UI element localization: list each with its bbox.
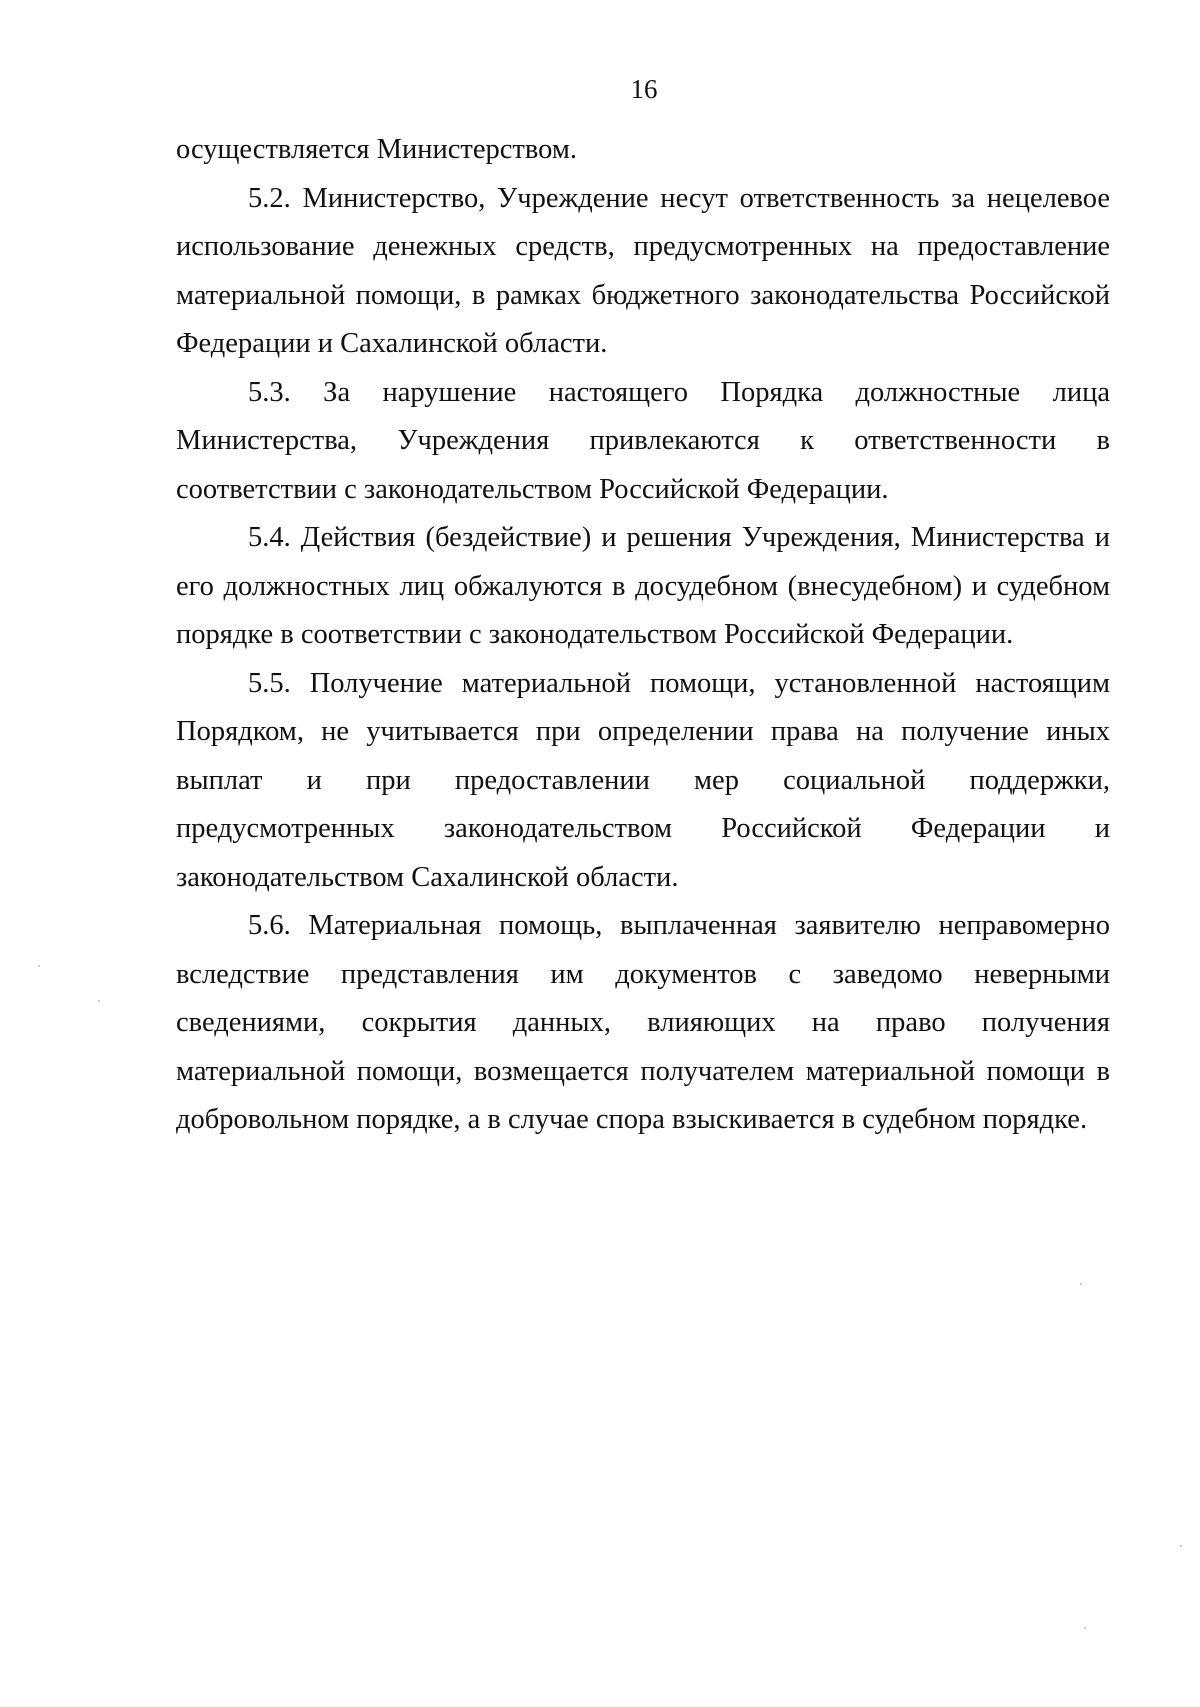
paragraph-continuation: осуществляется Министерством.: [176, 134, 577, 165]
scan-speck: [1080, 1283, 1082, 1285]
clause-5-5: 5.5. Получение материальной помощи, установленной настоящим Порядком, не учитывается при определении права на получение иных выплат и при предоставлении мер социальной поддержки, предусмотренных законодательством Российской Федерации и законодательством Сахалинской области.: [176, 667, 1110, 893]
scan-speck: [1084, 1627, 1086, 1629]
clause-5-6: 5.6. Материальная помощь, выплаченная заявителю неправомерно вследствие представления им документов с заведомо неверными сведениями, сокрытия данных, влияющих на право получения материальной помощи, возмещается получателем материальной помощи в добровольном порядке, а в случае спора взыскивается в судебном порядке.: [176, 910, 1110, 1135]
clause-5-2: 5.2. Министерство, Учреждение несут ответственность за нецелевое использование денежных средств, предусмотренных на предоставление материальной помощи, в рамках бюджетного законодательства Российской Федерации и Сахалинской области.: [176, 182, 1110, 359]
scan-speck: [38, 965, 40, 967]
document-body: [176, 126, 1110, 1145]
scan-speck: [98, 1000, 100, 1002]
clause-5-4: 5.4. Действия (бездействие) и решения Учреждения, Министерства и его должностных лиц обжалуются в досудебном (внесудебном) и судебном порядке в соответствии с законодательством Российской Федерации.: [176, 522, 1110, 650]
clause-5-3: 5.3. За нарушение настоящего Порядка должностные лица Министерства, Учреждения привлекаются к ответственности в соответствии с законодательством Российской Федерации.: [176, 376, 1110, 505]
page-number: 16: [630, 74, 658, 104]
scan-speck: [1180, 1545, 1182, 1547]
